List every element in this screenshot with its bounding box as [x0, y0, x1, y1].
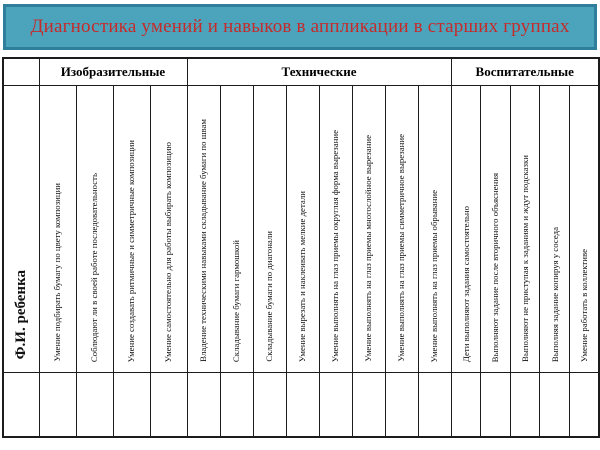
entry-cell: [352, 373, 385, 438]
diagnostics-table: [2, 57, 600, 438]
criterion-cell: [451, 86, 481, 373]
entry-cell: [253, 373, 286, 438]
entry-cell: [481, 373, 511, 438]
criterion-cell: [319, 86, 352, 373]
name-column-header-cell: [3, 86, 39, 373]
entry-cell: [569, 373, 599, 438]
criterion-cell: [187, 86, 220, 373]
criterion-label: Умение самостоятельно для работы выбирать композицию: [163, 141, 174, 362]
entry-cell: [187, 373, 220, 438]
criteria-row: [3, 86, 599, 373]
group-header-izobrazitelnye: Изобразительные: [39, 58, 187, 86]
criterion-cell: [481, 86, 511, 373]
criterion-label: Умение вырезать и наклеивать мелкие детали: [297, 190, 308, 362]
criterion-cell: [385, 86, 418, 373]
criterion-label: Умение работать в коллективе: [578, 248, 589, 362]
entry-cell: [418, 373, 451, 438]
criterion-cell: [150, 86, 187, 373]
criterion-label: Умение выполнять на глаз приемы многослойное вырезание: [363, 135, 374, 362]
criterion-cell: [253, 86, 286, 373]
name-column-header: Ф.И. ребенка: [12, 269, 29, 359]
entry-cell: [451, 373, 481, 438]
entry-cell: [150, 373, 187, 438]
entry-cell: [113, 373, 150, 438]
criterion-label: Выполняют задание после вторичного объяснения: [490, 172, 501, 362]
criterion-cell: [220, 86, 253, 373]
entry-cell: [540, 373, 570, 438]
entry-cell-name: [3, 373, 39, 438]
criterion-cell: [113, 86, 150, 373]
title-bar: [3, 4, 597, 50]
criterion-cell: [510, 86, 540, 373]
criterion-label: Дети выполняют задания самостоятельно: [460, 205, 471, 362]
entry-cell: [385, 373, 418, 438]
criterion-cell: [352, 86, 385, 373]
criterion-cell: [286, 86, 319, 373]
criterion-label: Соблюдают ли в своей работе последовательность: [89, 172, 100, 362]
group-header-vospitatelnye: Воспитательные: [451, 58, 599, 86]
entry-cell: [510, 373, 540, 438]
group-header-tekhnicheskie: Технические: [187, 58, 451, 86]
entry-cell: [220, 373, 253, 438]
entry-cell: [286, 373, 319, 438]
criterion-cell: [418, 86, 451, 373]
criterion-label: Умение выполнять на глаз приемы симметричное вырезание: [396, 134, 407, 362]
criterion-cell: [76, 86, 113, 373]
entry-row: [3, 373, 599, 438]
entry-cell: [319, 373, 352, 438]
criterion-label: Складывание бумаги гармошкой: [231, 239, 242, 362]
criterion-label: Умение выполнять на глаз приемы округлая форма вырезание: [330, 129, 341, 362]
page-title: Диагностика умений и навыков в аппликации в старших группах: [30, 16, 570, 37]
entry-cell: [76, 373, 113, 438]
corner-cell: [3, 58, 39, 86]
criterion-label: Выполняя задание копируя у соседа: [549, 226, 560, 362]
criterion-label: Складывание бумаги по диагонали: [264, 231, 275, 362]
group-header-row: [3, 58, 599, 86]
criterion-label: Выполняют не приступая к заданиям и ждут подсказки: [519, 154, 530, 362]
criterion-label: Умение подбирать бумагу по цвету композиции: [52, 183, 63, 362]
criterion-cell: [39, 86, 76, 373]
criterion-cell: [540, 86, 570, 373]
criterion-label: Умение выполнять на глаз приемы обрывание: [429, 189, 440, 362]
criterion-label: Умение создавать ритмичные и симметричные композиции: [126, 139, 137, 362]
criterion-label: Владение техническими навыками складывание бумаги по швам: [198, 119, 209, 362]
entry-cell: [39, 373, 76, 438]
criterion-cell: [569, 86, 599, 373]
